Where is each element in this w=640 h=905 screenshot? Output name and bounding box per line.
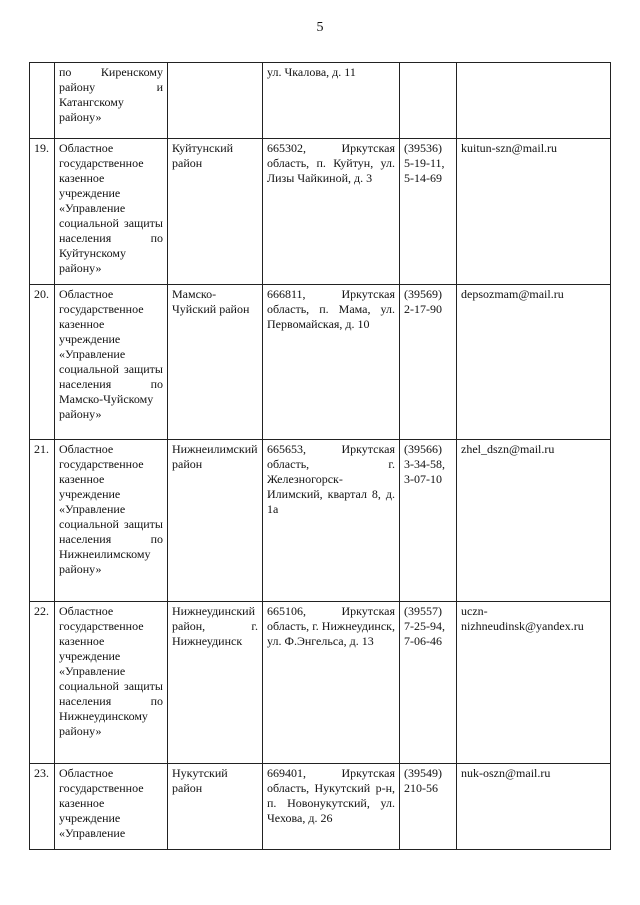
email: uczn-nizhneudinsk@yandex.ru xyxy=(457,602,611,764)
table-row xyxy=(30,63,611,139)
email: nuk-oszn@mail.ru xyxy=(457,764,611,850)
institution-name: Областное государственное казенное учреждение «Управление xyxy=(55,764,168,850)
row-number xyxy=(30,63,55,139)
address: ул. Чкалова, д. 11 xyxy=(263,63,400,139)
email xyxy=(457,63,611,139)
table-row xyxy=(30,602,611,764)
district xyxy=(168,63,263,139)
district: Нукутский район xyxy=(168,764,263,850)
phone: (39566) 3-34-58, 3-07-10 xyxy=(400,440,457,602)
row-number: 19. xyxy=(30,139,55,285)
institution-name: Областное государственное казенное учреждение «Управление социальной защиты населения по Нижнеудинскому району» xyxy=(55,602,168,764)
institution-name: Областное государственное казенное учреждение «Управление социальной защиты населения по Куйтунскому району» xyxy=(55,139,168,285)
table-row xyxy=(30,764,611,850)
address: 665653, Иркутская область, г. Железногорск-Илимский, квартал 8, д. 1а xyxy=(263,440,400,602)
row-number: 22. xyxy=(30,602,55,764)
row-number: 21. xyxy=(30,440,55,602)
address: 665106, Иркутская область, г. Нижнеудинск, ул. Ф.Энгельса, д. 13 xyxy=(263,602,400,764)
phone: (39569) 2-17-90 xyxy=(400,285,457,440)
institution-name: по Киренскому району и Катангскому району» xyxy=(55,63,168,139)
page-number: 5 xyxy=(316,20,324,35)
table-row xyxy=(30,440,611,602)
address: 666811, Иркутская область, п. Мама, ул. Первомайская, д. 10 xyxy=(263,285,400,440)
agencies-table xyxy=(29,62,611,850)
table-row xyxy=(30,285,611,440)
district: Нижнеудинский район, г. Нижнеудинск xyxy=(168,602,263,764)
institution-name: Областное государственное казенное учреждение «Управление социальной защиты населения по Нижнеилимскому району» xyxy=(55,440,168,602)
district: Куйтунский район xyxy=(168,139,263,285)
table-row xyxy=(30,139,611,285)
phone xyxy=(400,63,457,139)
row-number: 20. xyxy=(30,285,55,440)
email: zhel_dszn@mail.ru xyxy=(457,440,611,602)
address: 669401, Иркутская область, Нукутский р-н, п. Новонукутский, ул. Чехова, д. 26 xyxy=(263,764,400,850)
row-number: 23. xyxy=(30,764,55,850)
address: 665302, Иркутская область, п. Куйтун, ул. Лизы Чайкиной, д. 3 xyxy=(263,139,400,285)
email: kuitun-szn@mail.ru xyxy=(457,139,611,285)
email: depsozmam@mail.ru xyxy=(457,285,611,440)
district: Нижнеилимский район xyxy=(168,440,263,602)
district: Мамско-Чуйский район xyxy=(168,285,263,440)
phone: (39549) 210-56 xyxy=(400,764,457,850)
phone: (39536) 5-19-11, 5-14-69 xyxy=(400,139,457,285)
institution-name: Областное государственное казенное учреждение «Управление социальной защиты населения по Мамско-Чуйскому району» xyxy=(55,285,168,440)
phone: (39557) 7-25-94, 7-06-46 xyxy=(400,602,457,764)
